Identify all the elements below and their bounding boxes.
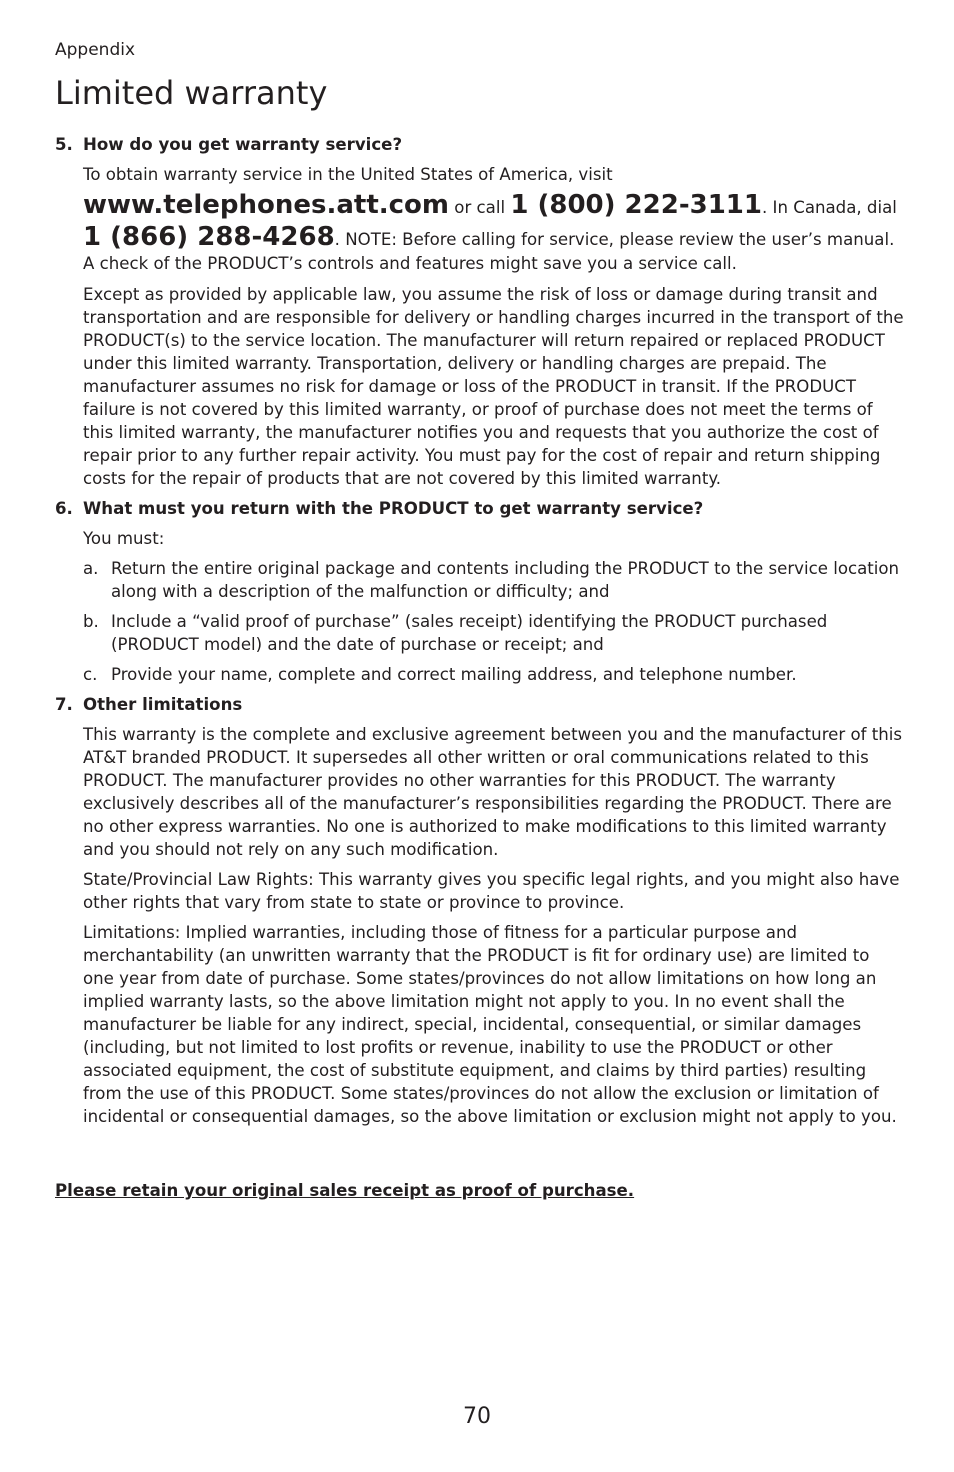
question-7-heading: [55, 693, 905, 716]
q5-transit-paragraph: Except as provided by applicable law, you assume the risk of loss or damage during transit and transportation and are responsible for delivery or handling charges incurred in the transport of the PRODUCT(s) to the service location. The manufacturer will return repaired or replaced PRODUCT under this limited warranty. Transportation, delivery or handling charges are prepaid. The manufacturer assumes no risk for damage or loss of the PRODUCT in transit. If the PRODUCT failure is not covered by this limited warranty, or proof of purchase does not meet the terms of this limited warranty, the manufacturer notifies you and requests that you authorize the cost of repair prior to any further repair activity. You must pay for the cost of repair and return shipping costs for the repair of products that are not covered by this limited warranty.: [83, 285, 904, 488]
question-5-heading: [55, 133, 905, 156]
list-item-text: Provide your name, complete and correct mailing address, and telephone number.: [111, 665, 797, 684]
canada-phone-number: 1 (866) 288-4268: [83, 222, 335, 252]
list-item: [83, 663, 905, 686]
list-item-letter: a.: [83, 559, 99, 578]
us-phone-number: 1 (800) 222-3111: [510, 190, 762, 220]
list-item: [83, 610, 905, 656]
warranty-content: [55, 133, 905, 1135]
canada-text: . In Canada, dial: [762, 198, 897, 217]
note-text: . NOTE: Before calling for service, please review the user’s manual. A check of the PRODUCT’s controls and features might save you a service call.: [83, 230, 895, 273]
question-6-body: [55, 527, 905, 686]
question-5-body: [55, 163, 905, 490]
question-6-heading: [55, 497, 905, 520]
q5-canada-line: [83, 222, 905, 276]
q7-agreement-paragraph: This warranty is the complete and exclusive agreement between you and the manufacturer of this AT&T branded PRODUCT. It supersedes all other written or oral communications related to this PRODUCT. The manufacturer provides no other warranties for this PRODUCT. The warranty exclusively describes all of the manufacturer’s responsibilities regarding the PRODUCT. There are no other express warranties. No one is authorized to make modifications to this limited warranty and you should not rely on any such modification.: [83, 725, 903, 859]
question-6-number: 6.: [55, 499, 73, 518]
website-link[interactable]: www.telephones.att.com: [83, 190, 450, 220]
question-7-body: [55, 723, 905, 1128]
section-label: Appendix: [55, 40, 136, 60]
q7-limitations-paragraph: Limitations: Implied warranties, including those of fitness for a particular purpose and merchantability (an unwritten warranty that the PRODUCT is fit for ordinary use) are limited to one year from date of purchase. Some states/provinces do not allow limitations on how long an implied warranty lasts, so the above limitation might not apply to you. In no event shall the manufacturer be liable for any indirect, special, incidental, consequential, or similar damages (including, but not limited to lost profits or revenue, inability to use the PRODUCT or other associated equipment, the cost of substitute equipment, and claims by third parties) resulting from the use of this PRODUCT. Some states/provinces do not allow the exclusion or limitation of incidental or consequential damages, so the above limitation or exclusion might not apply to you.: [83, 923, 897, 1126]
list-item-letter: c.: [83, 665, 98, 684]
list-item-text: Include a “valid proof of purchase” (sales receipt) identifying the PRODUCT purchased (PRODUCT model) and the date of purchase or receipt; and: [111, 612, 828, 654]
q5-intro: To obtain warranty service in the United States of America, visit: [83, 165, 613, 184]
list-item-letter: b.: [83, 612, 99, 631]
page-number: 70: [463, 1404, 491, 1429]
q5-contact-line: [83, 188, 905, 225]
q7-law-rights-paragraph: State/Provincial Law Rights: This warranty gives you specific legal rights, and you might also have other rights that vary from state to state or province to province.: [83, 870, 900, 912]
list-item-text: Return the entire original package and contents including the PRODUCT to the service location along with a description of the malfunction or difficulty; and: [111, 559, 900, 601]
question-7-title: Other limitations: [83, 695, 243, 714]
question-5-number: 5.: [55, 135, 73, 154]
page-title: Limited warranty: [55, 74, 328, 112]
or-call-text: or call: [449, 198, 511, 217]
question-7-number: 7.: [55, 695, 73, 714]
list-item: [83, 557, 905, 603]
question-5-title: How do you get warranty service?: [83, 135, 403, 154]
receipt-note: Please retain your original sales receipt as proof of purchase.: [55, 1181, 635, 1200]
question-6-title: What must you return with the PRODUCT to get warranty service?: [83, 499, 704, 518]
q6-intro: You must:: [83, 529, 165, 548]
